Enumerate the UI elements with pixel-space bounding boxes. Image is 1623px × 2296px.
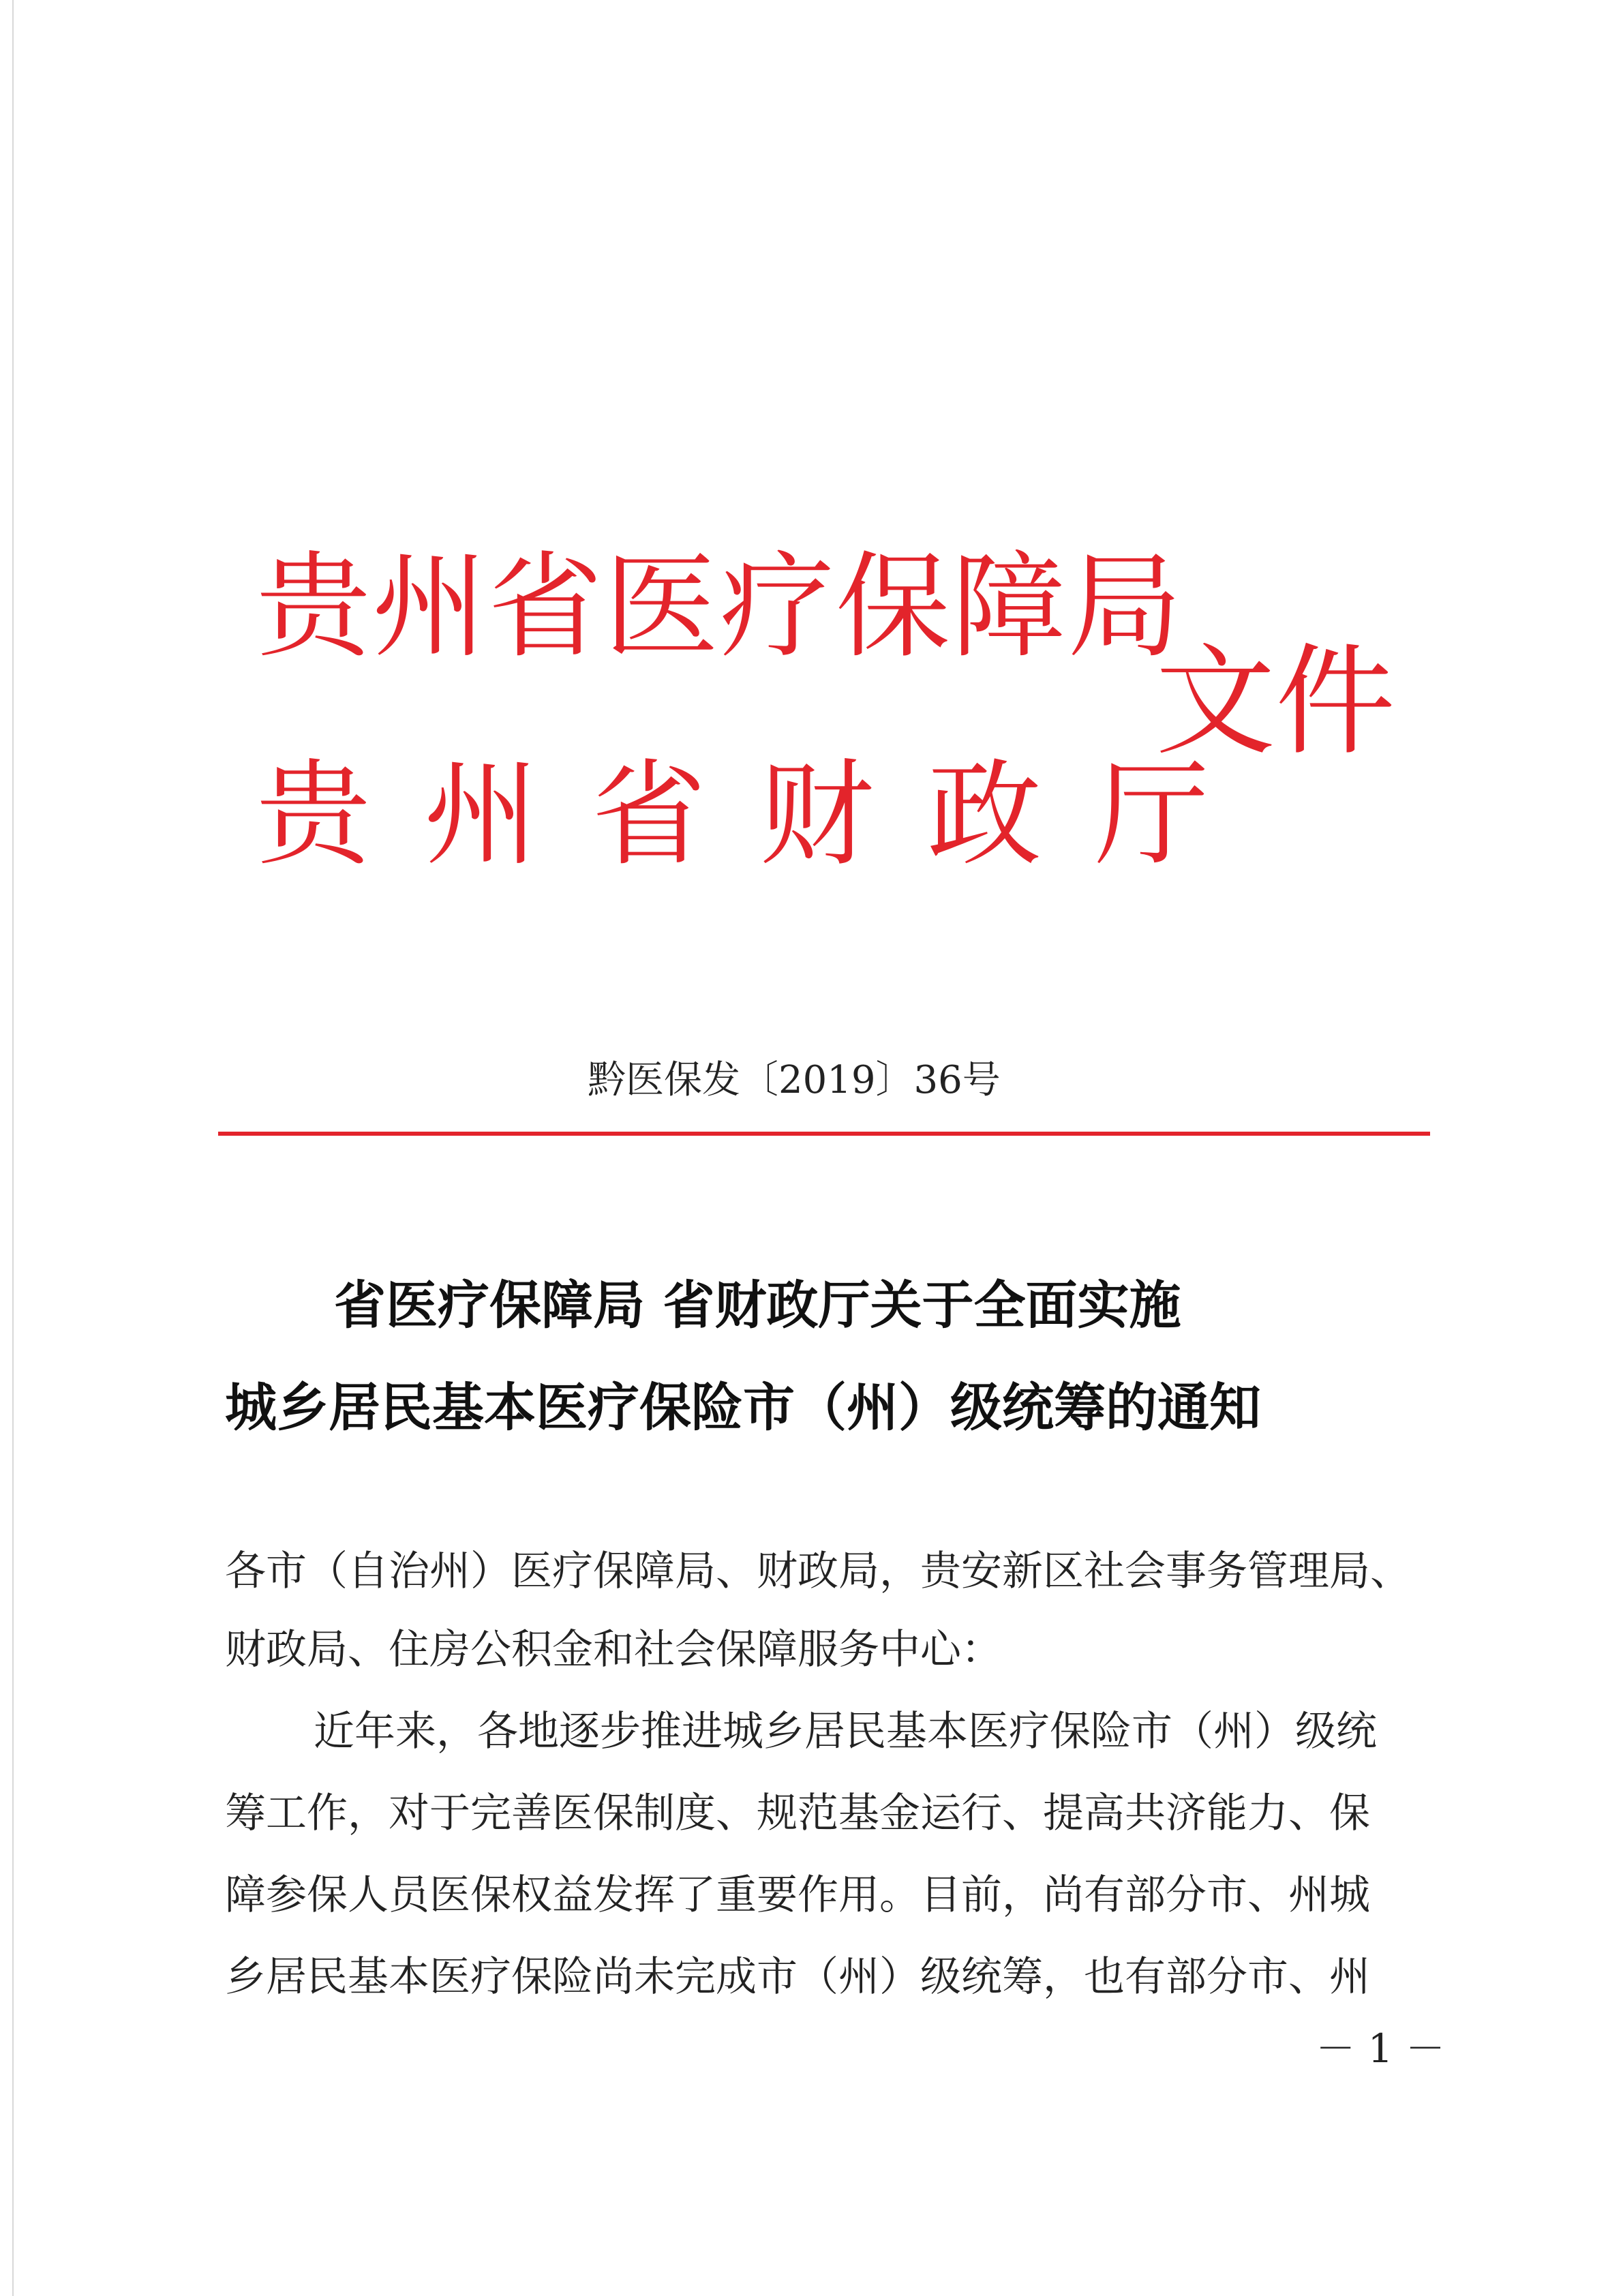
paragraph-1-line-3: 障参保人员医保权益发挥了重要作用。目前，尚有部分市、州城 xyxy=(225,1871,1370,1919)
document-title-line-1: 省医疗保障局 省财政厅关于全面实施 xyxy=(334,1275,1181,1335)
scan-margin-line xyxy=(12,0,14,2296)
recipients-line-2: 财政局、住房公积金和社会保障服务中心： xyxy=(225,1626,1002,1674)
recipients-line-1: 各市（自治州）医疗保障局、财政局，贵安新区社会事务管理局、 xyxy=(225,1547,1411,1595)
paragraph-1-line-2: 筹工作，对于完善医保制度、规范基金运行、提高共济能力、保 xyxy=(225,1789,1370,1837)
letterhead-suffix: 文件 xyxy=(1155,632,1396,772)
paragraph-1-line-1: 近年来，各地逐步推进城乡居民基本医疗保险市（州）级统 xyxy=(314,1708,1377,1755)
letterhead-issuer-1: 贵州省医疗保障局 xyxy=(256,540,1183,674)
page-number: － 1 － xyxy=(1316,2025,1445,2072)
red-divider-line xyxy=(218,1132,1430,1136)
paragraph-1-line-4: 乡居民基本医疗保险尚未完成市（州）级统筹，也有部分市、州 xyxy=(225,1953,1370,2001)
letterhead-issuer-2: 贵州省财政厅 xyxy=(256,748,1262,881)
document-title-line-2: 城乡居民基本医疗保险市（州）级统筹的通知 xyxy=(225,1377,1261,1438)
document-number: 黔医保发〔2019〕36号 xyxy=(588,1058,1001,1102)
